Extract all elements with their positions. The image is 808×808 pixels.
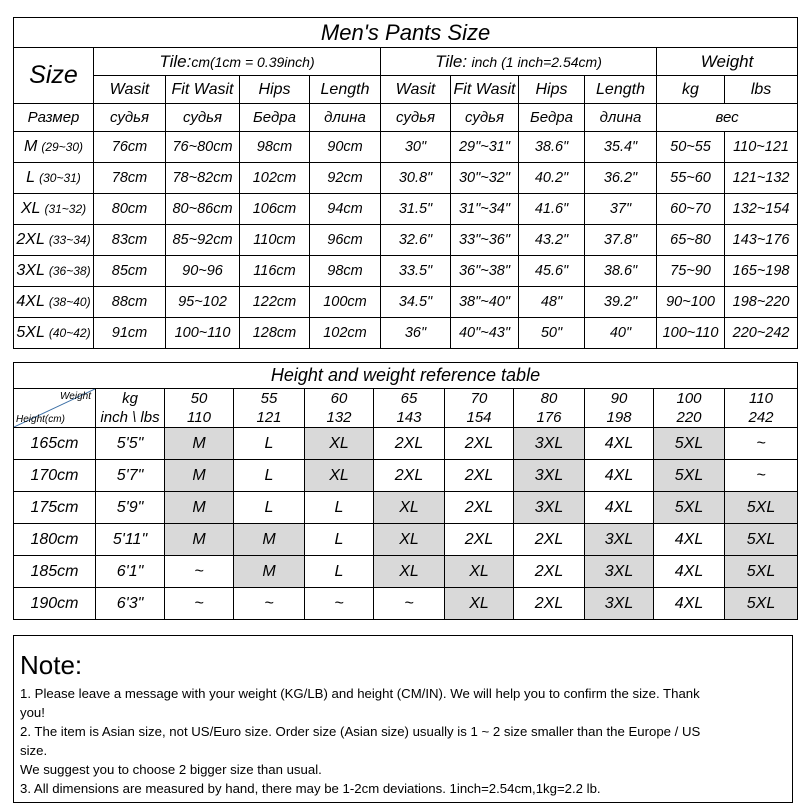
size-name: 4XL (16, 293, 45, 310)
kg-label: kg (96, 389, 165, 408)
inch-cell: 48" (519, 287, 585, 318)
size-recommendation-cell: 3XL (514, 428, 585, 460)
cm-cell: 106cm (240, 194, 310, 225)
size-recommendation-cell: M (165, 492, 234, 524)
col-header: kg (657, 76, 725, 104)
inch-cell: 32.6" (381, 225, 451, 256)
note-title: Note: (20, 650, 83, 680)
inch-cell: 31.5" (381, 194, 451, 225)
cm-cell: 98cm (240, 132, 310, 163)
height-cm-cell: 190cm (14, 588, 96, 620)
size-cell (14, 225, 94, 256)
col-header: Length (585, 76, 657, 104)
size-range: (36~38) (48, 264, 91, 278)
cm-cell: 91cm (94, 318, 166, 349)
inch-cell: 34.5" (381, 287, 451, 318)
lbs-value: 176 (514, 408, 585, 428)
note-lines (20, 684, 786, 798)
inch-cell: 40" (585, 318, 657, 349)
ru-header: Размер (14, 104, 94, 132)
size-recommendation-cell: M (234, 556, 305, 588)
size-recommendation-cell: 4XL (654, 588, 725, 620)
height-cm-cell: 170cm (14, 460, 96, 492)
size-recommendation-cell: 5XL (725, 492, 798, 524)
size-range: (29~30) (41, 140, 84, 154)
size-recommendation-cell: ~ (165, 588, 234, 620)
cm-cell: 116cm (240, 256, 310, 287)
size-name: 3XL (16, 262, 45, 279)
size-row (14, 287, 798, 318)
inch-cell: 36" (381, 318, 451, 349)
lbs-value: 154 (445, 408, 514, 428)
size-row (14, 225, 798, 256)
ru-header: Бедра (240, 104, 310, 132)
size-recommendation-cell: 4XL (585, 460, 654, 492)
note-line: you! (20, 705, 45, 720)
kg-value: 50 (165, 389, 234, 408)
size-range: (40~42) (48, 326, 91, 340)
height-inch-cell: 6'1" (96, 556, 165, 588)
kg-value: 80 (514, 389, 585, 408)
inch-cell: 30"~32" (451, 163, 519, 194)
col-header: Length (310, 76, 381, 104)
ref-row (14, 556, 798, 588)
size-row (14, 194, 798, 225)
cm-cell: 95~102 (166, 287, 240, 318)
size-recommendation-cell: L (234, 428, 305, 460)
cm-cell: 78~82cm (166, 163, 240, 194)
kg-cell: 75~90 (657, 256, 725, 287)
size-recommendation-cell: M (165, 428, 234, 460)
cm-cell: 80cm (94, 194, 166, 225)
cm-cell: 88cm (94, 287, 166, 318)
size-cell (14, 132, 94, 163)
lbs-cell: 198~220 (725, 287, 798, 318)
col-header: Hips (519, 76, 585, 104)
inch-cell: 38.6" (585, 256, 657, 287)
inch-cell: 41.6" (519, 194, 585, 225)
note-line: 3. All dimensions are measured by hand, there may be 1-2cm deviations. 1inch=2.54cm,1kg=2.2 lb. (20, 781, 601, 796)
size-range: (33~34) (48, 233, 91, 247)
cm-cell: 80~86cm (166, 194, 240, 225)
inch-cell: 38.6" (519, 132, 585, 163)
kg-cell: 65~80 (657, 225, 725, 256)
inch-cell: 33.5" (381, 256, 451, 287)
lbs-value: 143 (374, 408, 445, 428)
col-header: Wasit (381, 76, 451, 104)
size-recommendation-cell: 3XL (514, 492, 585, 524)
size-recommendation-cell: XL (374, 492, 445, 524)
note-box (13, 635, 793, 803)
cm-cell: 98cm (310, 256, 381, 287)
size-recommendation-cell: ~ (725, 460, 798, 492)
size-recommendation-cell: XL (305, 428, 374, 460)
size-recommendation-cell: ~ (234, 588, 305, 620)
col-header: Hips (240, 76, 310, 104)
kg-value: 65 (374, 389, 445, 408)
size-chart-title: Men's Pants Size (14, 18, 798, 48)
cm-cell: 96cm (310, 225, 381, 256)
size-recommendation-cell: 4XL (654, 556, 725, 588)
size-recommendation-cell: 3XL (585, 556, 654, 588)
corner-height-label: Height(cm) (16, 414, 65, 425)
size-cell (14, 256, 94, 287)
ru-header: вес (657, 104, 798, 132)
ref-row (14, 524, 798, 556)
height-cm-cell: 165cm (14, 428, 96, 460)
size-recommendation-cell: 2XL (514, 556, 585, 588)
inch-cell: 45.6" (519, 256, 585, 287)
size-recommendation-cell: ~ (725, 428, 798, 460)
cm-cell: 110cm (240, 225, 310, 256)
cm-cell: 76~80cm (166, 132, 240, 163)
ru-header: длина (585, 104, 657, 132)
ref-table-title: Height and weight reference table (14, 363, 798, 389)
cm-cell: 100~110 (166, 318, 240, 349)
lbs-cell: 132~154 (725, 194, 798, 225)
kg-value: 110 (725, 389, 798, 408)
size-recommendation-cell: 5XL (654, 460, 725, 492)
size-name: 2XL (16, 231, 45, 248)
size-header: Size (14, 48, 94, 104)
ref-rows (14, 428, 798, 620)
size-recommendation-cell: 2XL (445, 524, 514, 556)
kg-cell: 60~70 (657, 194, 725, 225)
note-line: We suggest you to choose 2 bigger size than usual. (20, 762, 322, 777)
size-cell (14, 287, 94, 318)
inch-cell: 40.2" (519, 163, 585, 194)
height-cm-cell: 180cm (14, 524, 96, 556)
size-name: M (23, 138, 38, 155)
size-cell (14, 318, 94, 349)
size-name: L (26, 169, 36, 186)
col-header: Wasit (94, 76, 166, 104)
size-name: XL (20, 200, 41, 217)
size-row (14, 318, 798, 349)
kg-cell: 100~110 (657, 318, 725, 349)
kg-value: 100 (654, 389, 725, 408)
size-row (14, 132, 798, 163)
inch-group-label: Tile: (435, 51, 468, 71)
inch-cell: 31"~34" (451, 194, 519, 225)
ref-row (14, 588, 798, 620)
size-rows (14, 132, 798, 349)
ref-row (14, 492, 798, 524)
ru-header: судья (381, 104, 451, 132)
size-recommendation-cell: L (305, 524, 374, 556)
inch-cell: 38"~40" (451, 287, 519, 318)
height-cm-cell: 185cm (14, 556, 96, 588)
corner-weight-label: Weight (60, 391, 91, 402)
ref-row (14, 460, 798, 492)
size-recommendation-cell: M (165, 524, 234, 556)
size-recommendation-cell: 4XL (654, 524, 725, 556)
cm-group-header (94, 48, 381, 76)
kg-value: 60 (305, 389, 374, 408)
size-recommendation-cell: XL (374, 556, 445, 588)
lbs-value: 220 (654, 408, 725, 428)
inch-cell: 36"~38" (451, 256, 519, 287)
size-recommendation-cell: 2XL (445, 460, 514, 492)
lbs-cell: 121~132 (725, 163, 798, 194)
lbs-cell: 220~242 (725, 318, 798, 349)
height-inch-cell: 5'11" (96, 524, 165, 556)
size-recommendation-cell: 5XL (725, 556, 798, 588)
inch-cell: 36.2" (585, 163, 657, 194)
height-inch-cell: 5'5" (96, 428, 165, 460)
kg-value: 90 (585, 389, 654, 408)
lbs-cell: 110~121 (725, 132, 798, 163)
size-recommendation-cell: L (234, 492, 305, 524)
cm-cell: 78cm (94, 163, 166, 194)
inch-cell: 37" (585, 194, 657, 225)
height-inch-cell: 5'7" (96, 460, 165, 492)
inch-cell: 29"~31" (451, 132, 519, 163)
kg-cell: 90~100 (657, 287, 725, 318)
size-chart-table (13, 17, 798, 349)
size-cell (14, 194, 94, 225)
size-recommendation-cell: 3XL (585, 588, 654, 620)
size-range: (38~40) (48, 295, 91, 309)
lbs-cell: 143~176 (725, 225, 798, 256)
lbs-value: 121 (234, 408, 305, 428)
size-recommendation-cell: L (234, 460, 305, 492)
size-recommendation-cell: XL (445, 588, 514, 620)
cm-cell: 85cm (94, 256, 166, 287)
cm-cell: 122cm (240, 287, 310, 318)
size-recommendation-cell: 3XL (514, 460, 585, 492)
lbs-cell: 165~198 (725, 256, 798, 287)
size-name: 5XL (16, 324, 45, 341)
size-recommendation-cell: L (305, 556, 374, 588)
lbs-value: 198 (585, 408, 654, 428)
inch-cell: 39.2" (585, 287, 657, 318)
size-recommendation-cell: 2XL (445, 428, 514, 460)
lbs-value: 132 (305, 408, 374, 428)
cm-cell: 83cm (94, 225, 166, 256)
note-line: 1. Please leave a message with your weight (KG/LB) and height (CM/IN). We will help you to confirm the size. Thank (20, 686, 700, 701)
height-weight-table (13, 362, 798, 620)
size-row (14, 163, 798, 194)
size-recommendation-cell: 2XL (445, 492, 514, 524)
inch-lbs-label: inch \ lbs (96, 408, 165, 428)
weight-group-header: Weight (657, 48, 798, 76)
size-row (14, 256, 798, 287)
cm-cell: 100cm (310, 287, 381, 318)
ru-header: судья (166, 104, 240, 132)
cm-cell: 102cm (240, 163, 310, 194)
height-cm-cell: 175cm (14, 492, 96, 524)
inch-cell: 43.2" (519, 225, 585, 256)
size-recommendation-cell: L (305, 492, 374, 524)
inch-cell: 30" (381, 132, 451, 163)
lbs-value: 242 (725, 408, 798, 428)
cm-cell: 90~96 (166, 256, 240, 287)
ru-header: судья (94, 104, 166, 132)
size-recommendation-cell: 4XL (585, 428, 654, 460)
cm-cell: 76cm (94, 132, 166, 163)
col-header: lbs (725, 76, 798, 104)
size-recommendation-cell: M (165, 460, 234, 492)
ref-row (14, 428, 798, 460)
size-recommendation-cell: 5XL (725, 524, 798, 556)
note-line: 2. The item is Asian size, not US/Euro size. Order size (Asian size) usually is 1 ~ 2 size smaller than the Europe / US (20, 724, 701, 739)
kg-cell: 50~55 (657, 132, 725, 163)
size-recommendation-cell: 2XL (514, 524, 585, 556)
height-inch-cell: 6'3" (96, 588, 165, 620)
ru-header: Бедра (519, 104, 585, 132)
kg-value: 55 (234, 389, 305, 408)
size-recommendation-cell: ~ (165, 556, 234, 588)
size-range: (31~32) (44, 202, 87, 216)
size-recommendation-cell: XL (445, 556, 514, 588)
inch-group-header (381, 48, 657, 76)
cm-group-label: Tile: (159, 51, 192, 71)
cm-cell: 128cm (240, 318, 310, 349)
col-header: Fit Wasit (166, 76, 240, 104)
ru-header: длина (310, 104, 381, 132)
cm-group-unit: cm(1cm = 0.39inch) (191, 53, 315, 70)
size-recommendation-cell: 2XL (374, 428, 445, 460)
size-cell (14, 163, 94, 194)
size-recommendation-cell: XL (305, 460, 374, 492)
cm-cell: 85~92cm (166, 225, 240, 256)
cm-cell: 102cm (310, 318, 381, 349)
size-recommendation-cell: 2XL (374, 460, 445, 492)
size-range: (30~31) (39, 171, 81, 185)
size-recommendation-cell: XL (374, 524, 445, 556)
height-inch-cell: 5'9" (96, 492, 165, 524)
size-recommendation-cell: M (234, 524, 305, 556)
inch-cell: 50" (519, 318, 585, 349)
inch-cell: 37.8" (585, 225, 657, 256)
inch-cell: 30.8" (381, 163, 451, 194)
note-line: size. (20, 743, 48, 758)
ru-header: судья (451, 104, 519, 132)
inch-cell: 35.4" (585, 132, 657, 163)
cm-cell: 94cm (310, 194, 381, 225)
cm-cell: 92cm (310, 163, 381, 194)
size-recommendation-cell: ~ (374, 588, 445, 620)
inch-cell: 33"~36" (451, 225, 519, 256)
inch-group-unit: inch (1 inch=2.54cm) (471, 53, 602, 70)
inch-cell: 40"~43" (451, 318, 519, 349)
size-recommendation-cell: 2XL (514, 588, 585, 620)
cm-cell: 90cm (310, 132, 381, 163)
size-recommendation-cell: 5XL (725, 588, 798, 620)
col-header: Fit Wasit (451, 76, 519, 104)
corner-cell (14, 389, 96, 428)
lbs-value: 110 (165, 408, 234, 428)
size-recommendation-cell: 3XL (585, 524, 654, 556)
kg-value: 70 (445, 389, 514, 408)
size-recommendation-cell: 4XL (585, 492, 654, 524)
size-recommendation-cell: 5XL (654, 492, 725, 524)
size-recommendation-cell: ~ (305, 588, 374, 620)
size-recommendation-cell: 5XL (654, 428, 725, 460)
kg-cell: 55~60 (657, 163, 725, 194)
